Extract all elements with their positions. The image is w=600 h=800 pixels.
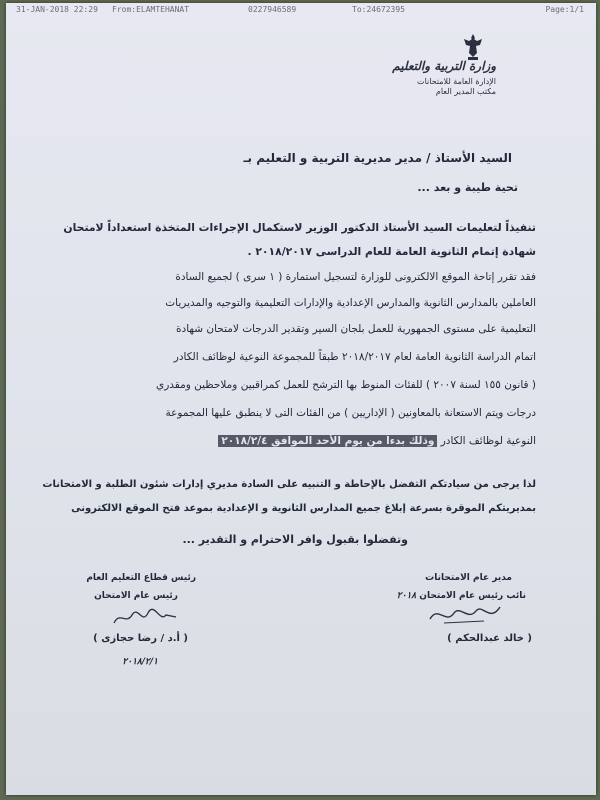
para2-line1: فقد تقرر إتاحة الموقع الالكترونى للوزارة لتسجيل استمارة ( ١ سرى ) لجميع السادة xyxy=(175,271,536,283)
left-signer-title2: رئيس عام الامتحان xyxy=(94,591,178,601)
para3-line2: بمديريتكم الموقرة بسرعة إبلاغ جميع المدارس الثانوية و الإعدادية بموعد فتح الموقع الالكترونى xyxy=(71,503,536,514)
closing-line: وتفضلوا بقبول وافر الاحترام و التقدير ... xyxy=(182,533,408,546)
eagle-emblem-icon xyxy=(462,33,484,61)
para1-line2: شهادة إتمام الثانوية العامة للعام الدراسى ٢٠١٨/٢٠١٧ . xyxy=(247,245,536,258)
left-signer-title1: رئيس قطاع التعليم العام xyxy=(86,573,196,583)
fax-date-time: 31-JAN-2018 22:29 xyxy=(16,5,98,14)
left-signature-date: ٢٠١٨/٢/١ xyxy=(122,657,158,667)
right-signer-title2: نائب رئيس عام الامتحان xyxy=(419,591,526,601)
letter-page xyxy=(6,3,596,795)
fax-header xyxy=(16,5,584,17)
start-date-highlight: وذلك بدءاً من يوم الأحد الموافق ٢٠١٨/٢/٤ xyxy=(218,435,437,447)
para2-line6: درجات ويتم الاستعانة بالمعاونين ( الإداريين ) من الفئات التى لا ينطبق عليها المجموعة xyxy=(165,407,536,419)
fax-to: To:24672395 xyxy=(352,5,405,14)
para1-line1: تنفيذاً لتعليمات السيد الأستاذ الدكتور الوزير لاستكمال الإجراءات المتخذة استعداداً لامتحان xyxy=(63,221,536,234)
salutation: السيد الأستاذ / مدير مديرية التربية و التعليم بـ xyxy=(243,151,512,165)
office-name: مكتب المدير العام xyxy=(435,87,496,96)
right-signature-icon xyxy=(424,599,504,629)
right-signer-title1: مدير عام الامتحانات xyxy=(425,573,512,583)
right-signer-year: ٢٠١٨ xyxy=(396,591,417,601)
para3-line1: لذا يرجى من سيادتكم التفضل بالإحاطة و التنبيه على السادة مديري إدارات شئون الطلبة و الامتحانات xyxy=(42,479,536,490)
greeting: تحية طيبة و بعد ... xyxy=(417,181,518,194)
fax-page: Page:1/1 xyxy=(545,5,584,14)
fax-phone: 0227946589 xyxy=(248,5,297,14)
left-signer-name: ( أ.د / رضا حجازى ) xyxy=(93,633,188,644)
para2-line3: التعليمية على مستوى الجمهورية للعمل بلجان السير وتقدير الدرجات لامتحان شهادة xyxy=(176,323,536,335)
para2-line7: النوعية لوظائف الكادر xyxy=(440,435,536,447)
ministry-name: وزارة التربية والتعليم xyxy=(392,59,496,73)
para2-line7-row xyxy=(218,435,536,447)
para2-line5: ( قانون ١٥٥ لسنة ٢٠٠٧ ) للفئات المنوط بها الترشح للعمل كمراقبين وملاحظين ومقدري xyxy=(156,379,536,391)
right-signer-name: ( خالد عبدالحكم ) xyxy=(447,633,532,644)
fax-from: From:ELAMTEHANAT xyxy=(112,5,190,14)
left-signature-icon xyxy=(110,607,180,629)
para2-line4: اتمام الدراسة الثانوية العامة لعام ٢٠١٨/٢٠١٧ طبقاً للمجموعة النوعية لوظائف الكادر xyxy=(173,351,536,363)
para2-line2: العاملين بالمدارس الثانوية والمدارس الإعدادية والإدارات التعليمية والتوجيه والمديريات xyxy=(165,297,536,309)
department-name: الإدارة العامة للامتحانات xyxy=(417,77,496,86)
